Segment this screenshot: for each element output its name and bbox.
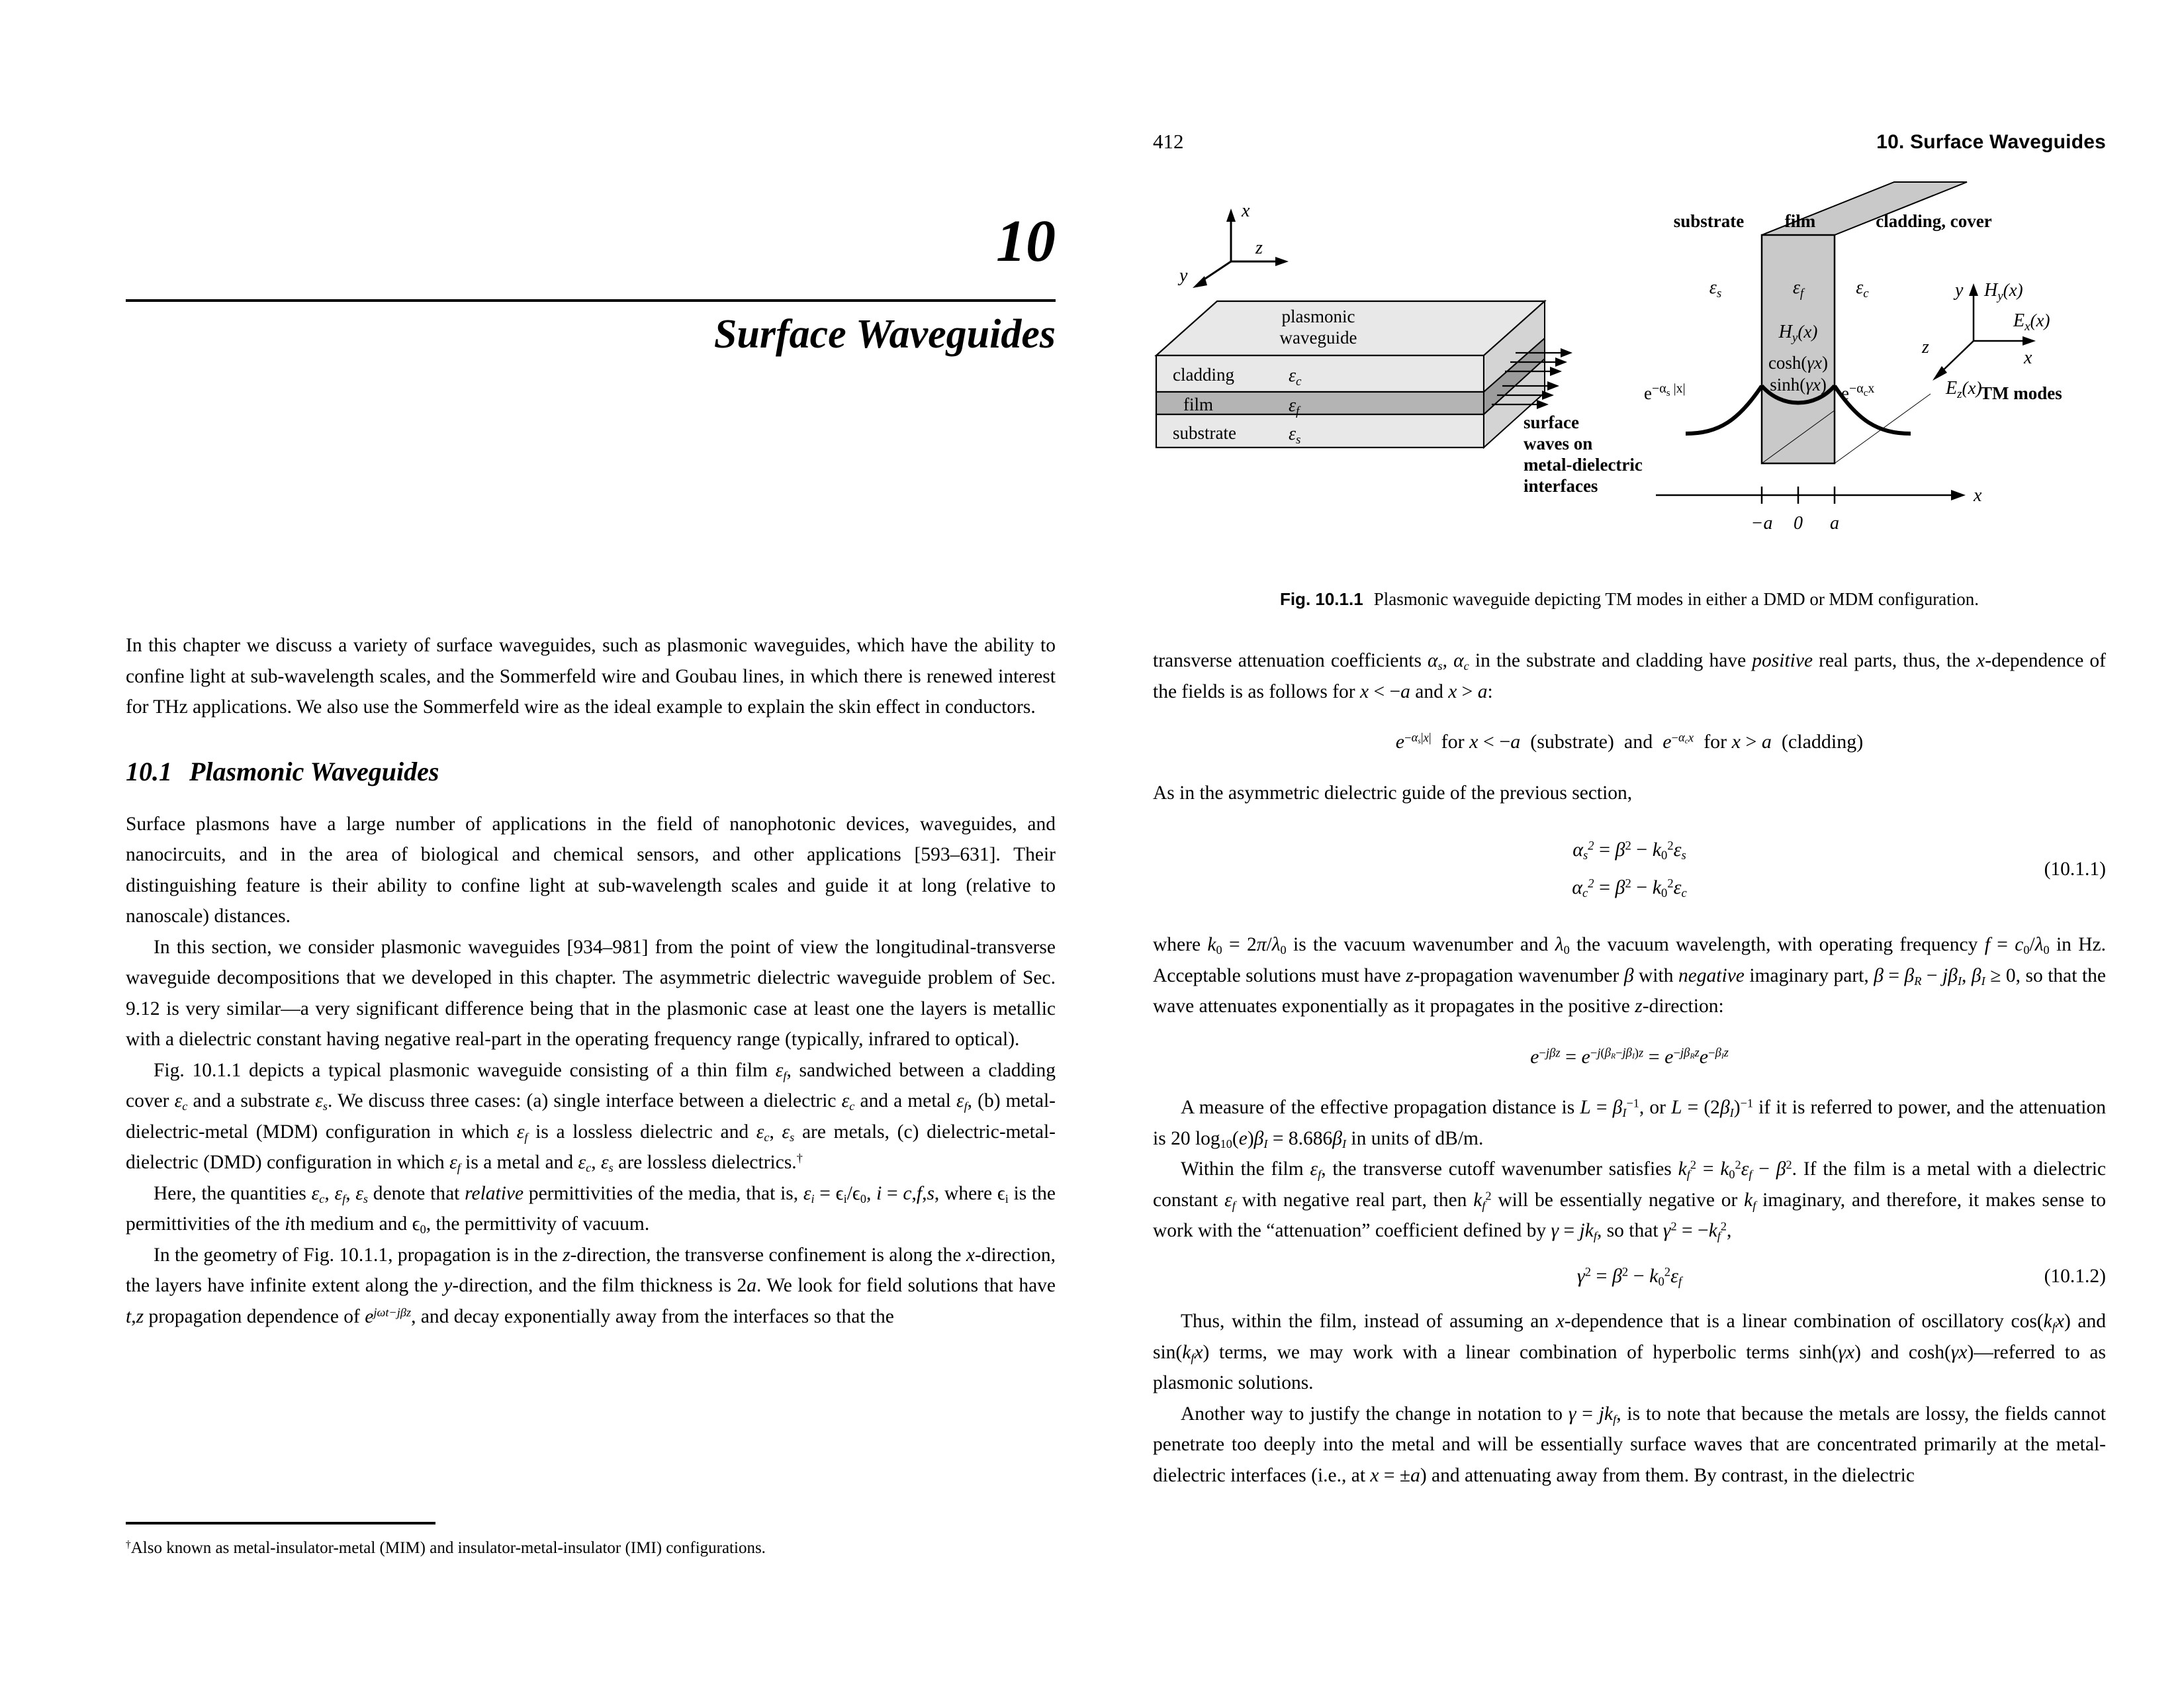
display-propagation-factor: $e^{-j\beta z} = e^{-j(\beta_R-j\beta_I)z} = e^{-j\beta_Rz}e^{-\beta_Iz}$: [1530, 1045, 1729, 1068]
txt: , where: [934, 1182, 997, 1204]
x-axis-label: x: [1974, 485, 1982, 506]
surface-note-line1: surface: [1524, 412, 1579, 432]
axis-y-arrow-right: [1969, 283, 1978, 296]
section-heading: [126, 757, 1056, 786]
txt: , is to note that because the metals are lossy, the fields cannot penetrate too deeply into the metal and will be essentially surface waves that are concentrated primarily at the metal-dielectric interfaces (i.e., at: [1153, 1403, 2107, 1486]
txt: ,: [324, 1182, 335, 1204]
txt: -direction, and the film thickness is 2: [452, 1275, 747, 1296]
running-head-title: 10. Surface Waveguides: [1876, 131, 2106, 153]
x-tick-label-neg-a: −a: [1751, 513, 1773, 534]
field-hy-axis-label: $H_y(x)$: [1984, 280, 2023, 303]
txt: will be essentially negative or: [1491, 1189, 1745, 1211]
txt: A measure of the effective propagation distance is: [1181, 1097, 1580, 1118]
txt: ,: [1442, 650, 1454, 671]
layer-eps-film: $\varepsilon_f$: [1289, 395, 1300, 418]
txt: imaginary part,: [1744, 964, 1874, 986]
layer-eps-substrate: $\varepsilon_s$: [1289, 424, 1301, 447]
txt: ,: [345, 1182, 356, 1204]
intro-paragraph: In this chapter we discuss a variety of surface waveguides, such as plasmonic waveguides, which have the ability to confine light at sub-wavelength scales, and the Sommerfeld wire and Goubau lines, in which there is renewed interest for THz applications. We also use the Sommerfeld wire as the ideal example to explain the skin effect in conductors.: [126, 635, 1056, 718]
decay-curve-substrate: [1686, 386, 1762, 434]
footnote-text: Also known as metal-insulator-metal (MIM) and insulator-metal-insulator (IMI) configurations.: [130, 1539, 766, 1557]
axis-y-label-right: y: [1955, 280, 1964, 301]
display-decay-expressions: $e^{-\alpha_s|x|}$ for x < −a (substrate) and $e^{-\alpha_cx}$ for x > a (cladding): [1395, 731, 1864, 753]
axis-y-arrow: [1193, 276, 1207, 288]
layer-label-cladding: cladding: [1173, 365, 1234, 385]
txt: is the vacuum wavenumber and: [1286, 934, 1555, 955]
figure-10-1-1: [1153, 175, 2106, 573]
field-sinh-label: sinh(γx): [1770, 375, 1827, 395]
txt: and: [1860, 1341, 1909, 1363]
figure-caption-text: Plasmonic waveguide depicting TM modes in either a DMD or MDM configuration.: [1373, 589, 1979, 609]
axis-x-label-right: x: [2024, 348, 2032, 368]
emph-negative: negative: [1678, 964, 1745, 986]
txt: if it is referred to power, and the attenuation is: [1153, 1097, 2107, 1149]
paragraph-geometry: In the geometry of Fig. 10.1.1, propagation is in the z-direction, the transverse confinement is along the x-direction, the layers have infinite extent along the y-direction, and the film thickness is 2a. We look for field solutions that have t,z propagation dependence of $e^{j\omega t-j\beta z}$, and decay exponentially away from the interfaces so that the: [126, 1244, 1056, 1327]
figure-svg: [1153, 175, 2106, 573]
txt: ,: [769, 1121, 782, 1143]
txt: permittivities of the media, that is,: [523, 1182, 803, 1204]
label-cladding-top: cladding, cover: [1876, 211, 1992, 231]
emph-relative: relative: [465, 1182, 524, 1204]
label-substrate-top: substrate: [1673, 211, 1745, 231]
txt: -dependence of the fields is as follows for: [1153, 650, 2106, 702]
axis-x-label: x: [1242, 201, 1250, 221]
axis-z-arrow: [1275, 257, 1289, 266]
txt: for: [1704, 731, 1727, 753]
txt: . If the film is a metal with a dielectric constant: [1153, 1158, 2107, 1211]
eps-film-label: $\varepsilon_f$: [1792, 277, 1804, 301]
txt: with negative real part, then: [1235, 1189, 1474, 1211]
section-title: Plasmonic Waveguides: [189, 756, 439, 786]
txt: for: [1441, 731, 1465, 753]
txt: , sandwiched between a cladding cover: [126, 1059, 1056, 1111]
txt: :: [1487, 680, 1493, 702]
txt: in the substrate and cladding have: [1469, 650, 1752, 671]
figure-caption: [1153, 586, 2106, 612]
layer-label-film: film: [1183, 395, 1213, 414]
txt: ,: [1727, 1220, 1732, 1241]
footnote-marker: †: [126, 1538, 131, 1550]
film-front-face: [1762, 235, 1835, 463]
footnote-rule: [126, 1522, 435, 1524]
chapter-title: Surface Waveguides: [713, 312, 1056, 357]
decay-label-cladding: $e^{-\alpha}cx$: [1841, 381, 1875, 403]
txt: is the permittivities of the: [126, 1182, 1056, 1235]
tm-modes-label: TM modes: [1980, 383, 2062, 403]
running-head: [1153, 130, 2106, 154]
decay-label-substrate: $e^{-\alpha}s$ |x|: [1644, 381, 1686, 403]
txt: Fig. 10.1.1 depicts a typical plasmonic waveguide consisting of a thin film: [154, 1059, 776, 1081]
txt: -dependence that is a linear combination of oscillatory: [1564, 1311, 2011, 1332]
eps-cladding-label: $\varepsilon_c$: [1856, 277, 1869, 301]
txt: , and decay exponentially away from the interfaces so that the: [411, 1305, 894, 1327]
plasmonic-label-line1: plasmonic: [1281, 306, 1355, 326]
txt: real parts, thus, the: [1813, 650, 1977, 671]
equation-10-1-1: [1153, 828, 2106, 910]
txt: is a metal and: [460, 1152, 578, 1173]
txt: are lossless dielectrics.: [613, 1152, 797, 1173]
footnote: [126, 1536, 1056, 1561]
equation-10-1-1-line2: $\alpha_c^2 = \beta^2 - k_0^2\varepsilon_c$: [1572, 876, 1687, 900]
axis-triad-right: [1939, 291, 2026, 374]
layer-eps-cladding: $\varepsilon_c$: [1289, 365, 1302, 389]
txt: in units of dB/m.: [1346, 1127, 1484, 1149]
txt: is a lossless dielectric and: [527, 1121, 756, 1143]
txt: are metals, (c) dielectric-metal-dielectric (DMD) configuration in which: [126, 1121, 1056, 1173]
surface-note-line2: waves on: [1524, 434, 1593, 453]
txt: -direction, the transverse confinement is along the: [570, 1244, 966, 1266]
plasmonic-label-line2: waveguide: [1279, 328, 1357, 348]
emph-positive: positive: [1752, 650, 1813, 671]
txt: In the geometry of Fig. 10.1.1, propagation is in the: [154, 1244, 563, 1266]
paragraph-fig-description: Fig. 10.1.1 depicts a typical plasmonic waveguide consisting of a thin film $\varepsilon_f$, sandwiched between a cladding cover $\varepsilon_c$ and a substrate $\varepsilon_s$. We discuss three cases: (a) single interface between a dielectric $\varepsilon_c$ and a metal $\varepsilon_f$, (b) metal-dielectric-metal (MDM) configuration in which $\varepsilon_f$ is a lossless dielectric and $\varepsilon_c$, $\varepsilon_s$ are metals, (c) dielectric-metal-dielectric (DMD) configuration in which $\varepsilon_f$ is a metal and $\varepsilon_c$, $\varepsilon_s$ are lossless dielectrics.†: [126, 1059, 1056, 1175]
txt: and a metal: [854, 1090, 956, 1111]
txt: denote that: [368, 1182, 465, 1204]
txt: ,: [591, 1152, 602, 1173]
paragraph-wavenumber: where $k_0 = 2\pi/\lambda_0$ is the vacuum wavenumber and $\lambda_0$ the vacuum wavelength, with operating frequency $f = c_0/\lambda_0$ in Hz. Acceptable solutions must have z-propagation wavenumber β with negative imaginary part, $\beta = \beta_R - j\beta_I$, $\beta_I \ge 0$, so that the wave attenuates exponentially as it propagates in the positive z-direction:: [1153, 934, 2107, 1017]
txt: . We discuss three cases: (a) single interface between a dielectric: [328, 1090, 842, 1111]
x-tick-label-a: a: [1830, 513, 1839, 534]
txt: —referred to as plasmonic solutions.: [1153, 1341, 2106, 1393]
paragraph-propagation-distance: A measure of the effective propagation distance is $L = \beta_I^{-1}$, or $L = (2\beta_I)^{-1}$ if it is referred to power, and the attenuation is 20 $\log_{10}(e)\beta_I = 8.686\beta_I$ in units of dB/m.: [1153, 1096, 2107, 1150]
x-tick-label-zero: 0: [1794, 513, 1803, 534]
txt: Within the film: [1181, 1158, 1310, 1180]
txt: , so that: [1596, 1220, 1663, 1241]
txt: , the transverse cutoff wavenumber satisfies: [1321, 1158, 1678, 1180]
txt: ,: [1962, 964, 1972, 986]
txt: and: [1410, 680, 1449, 702]
txt: the vacuum wavelength, with operating frequency: [1569, 934, 1985, 955]
txt: terms, we may work with a linear combination of hyperbolic terms: [1209, 1341, 1799, 1363]
txt: , the permittivity of vacuum.: [426, 1213, 650, 1235]
txt: , (b) metal-dielectric-metal (MDM) configuration in which: [126, 1090, 1056, 1143]
equation-10-1-2-body: $\gamma^2 = \beta^2 - k_0^2\varepsilon_f$: [1576, 1264, 1682, 1289]
paragraph-attenuation-coefficients: transverse attenuation coefficients $\alpha_s$, $\alpha_c$ in the substrate and cladding have positive real parts, thus, the x-dependence of the fields is as follows for x < −a and x > a:: [1153, 650, 2106, 702]
axis-triad-left: [1199, 218, 1279, 283]
txt: propagation dependence of: [144, 1305, 365, 1327]
paragraph-this-section: In this section, we consider plasmonic waveguides [934–981] from the point of view the longitudinal-transverse waveguide decompositions that we developed in this chapter. The asymmetric dielectric waveguide problem of Sec. 9.12 is very similar—a very significant difference being that in the plasmonic case at least one the layers is metallic with a dielectric constant having negative real-part in the operating frequency range (typically, infrared to optical).: [126, 936, 1056, 1050]
txt: and: [2070, 1311, 2106, 1332]
txt: -propagation wavenumber: [1413, 964, 1624, 986]
txt: Thus, within the film, instead of assuming an: [1181, 1311, 1556, 1332]
field-hy-label: $H_y(x)$: [1778, 322, 1818, 345]
field-cosh-label: cosh(γx): [1768, 353, 1829, 373]
txt: -direction, the layers have infinite extent along the: [126, 1244, 1056, 1296]
equation-10-1-1-tag: (10.1.1): [2044, 858, 2106, 880]
axis-z-label-right: z: [1922, 337, 1929, 357]
txt: (substrate): [1530, 731, 1614, 753]
txt: with: [1633, 964, 1678, 986]
right-column: [1153, 645, 2106, 1491]
chapter-number: 10: [996, 209, 1056, 274]
txt: where: [1153, 934, 1208, 955]
field-ez-axis-label: $E_z(x)$: [1946, 378, 1982, 401]
layer-label-substrate: substrate: [1173, 423, 1236, 443]
axis-y-label: y: [1179, 265, 1188, 286]
txt: and a substrate: [187, 1090, 316, 1111]
equation-10-1-1-line1: $\alpha_s^2 = \beta^2 - k_0^2\varepsilon_s$: [1572, 839, 1686, 863]
field-ex-axis-label: $E_x(x)$: [2013, 310, 2050, 334]
axis-x-arrow: [1226, 209, 1236, 222]
axis-x-arrow-right: [2023, 336, 2036, 346]
label-film-top: film: [1784, 211, 1816, 231]
axis-z-label: z: [1255, 238, 1263, 258]
txt: and: [1623, 731, 1653, 753]
paragraph-surface-plasmons: Surface plasmons have a large number of applications in the field of nanophotonic devices, waveguides, and nanocircuits, and in the area of biological and chemical sensors, and other applications [593–631]. Their distinguishing feature is their ability to confine light at sub-wavelength scales and guide it at long (relative to nanoscale) distances.: [126, 813, 1056, 927]
txt: , so that the wave attenuates exponentially as it propagates in the positive: [1153, 964, 2106, 1017]
txt: ) and attenuating away from them. By contrast, in the dielectric: [1420, 1464, 1915, 1486]
section-number: 10.1: [126, 756, 172, 786]
equation-10-1-2-tag: (10.1.2): [2044, 1265, 2106, 1287]
txt: Here, the quantities: [154, 1182, 312, 1204]
txt: th medium and: [290, 1213, 412, 1235]
page-number: 412: [1153, 130, 1184, 153]
left-column: [126, 630, 1056, 1332]
surface-note-line4: interfaces: [1524, 476, 1598, 496]
paragraph-lead-eq1: As in the asymmetric dielectric guide of the previous section,: [1153, 782, 1633, 804]
txt: -direction:: [1642, 996, 1724, 1017]
chapter-rule: [126, 299, 1056, 302]
paragraph-notation-justification: Another way to justify the change in notation to $\gamma = jk_f$, is to note that because the metals are lossy, the fields cannot penetrate too deeply into the metal and will be essentially surface waves that are concentrated primarily at the metal-dielectric interfaces (i.e., at x = ±a) and attenuating away from them. By contrast, in the dielectric: [1153, 1403, 2107, 1486]
txt: in Hz. Acceptable solutions must have: [1153, 934, 2107, 986]
figure-caption-label: Fig. 10.1.1: [1279, 589, 1363, 609]
paragraph-hyperbolic-terms: Thus, within the film, instead of assuming an x-dependence that is a linear combination of oscillatory $\cos(k_fx)$ and $\sin(k_fx)$ terms, we may work with a linear combination of hyperbolic terms sinh(γx) and cosh(γx)—referred to as plasmonic solutions.: [1153, 1311, 2106, 1393]
txt: . We look for field solutions that have: [756, 1275, 1056, 1296]
surface-note-line3: metal-dielectric: [1524, 455, 1643, 475]
txt: Another way to justify the change in notation to: [1181, 1403, 1569, 1425]
txt: , or: [1639, 1097, 1672, 1118]
paragraph-permittivities: Here, the quantities $\varepsilon_c$, $\varepsilon_f$, $\varepsilon_s$ denote that relative permittivities of the media, that is, $\varepsilon_i = \epsilon_i/\epsilon_0$, i = c,f,s, where $\epsilon_i$ is the permittivities of the ith medium and $\epsilon_0$, the permittivity of vacuum.: [126, 1182, 1056, 1237]
txt: imaginary, and therefore, it makes sense to work with the “attenuation” coefficient defined by: [1153, 1189, 2106, 1241]
txt: transverse attenuation coefficients: [1153, 650, 1428, 671]
txt: (cladding): [1781, 731, 1864, 753]
x-axis-arrow: [1951, 490, 1966, 500]
eps-substrate-label: $\varepsilon_s$: [1709, 277, 1722, 301]
paragraph-cutoff-wavenumber: Within the film $\varepsilon_f$, the transverse cutoff wavenumber satisfies $k_f^2 = k_0^2\varepsilon_f - \beta^2$. If the film is a metal with a dielectric constant $\varepsilon_f$ with negative real part, then $k_f^2$ will be essentially negative or $k_f$ imaginary, and therefore, it makes sense to work with the “attenuation” coefficient defined by $\gamma = jk_f$, so that $\gamma^2 = -k_f^2$,: [1153, 1158, 2107, 1243]
equation-10-1-2: [1153, 1261, 2106, 1292]
footnote-ref[interactable]: †: [796, 1151, 803, 1165]
